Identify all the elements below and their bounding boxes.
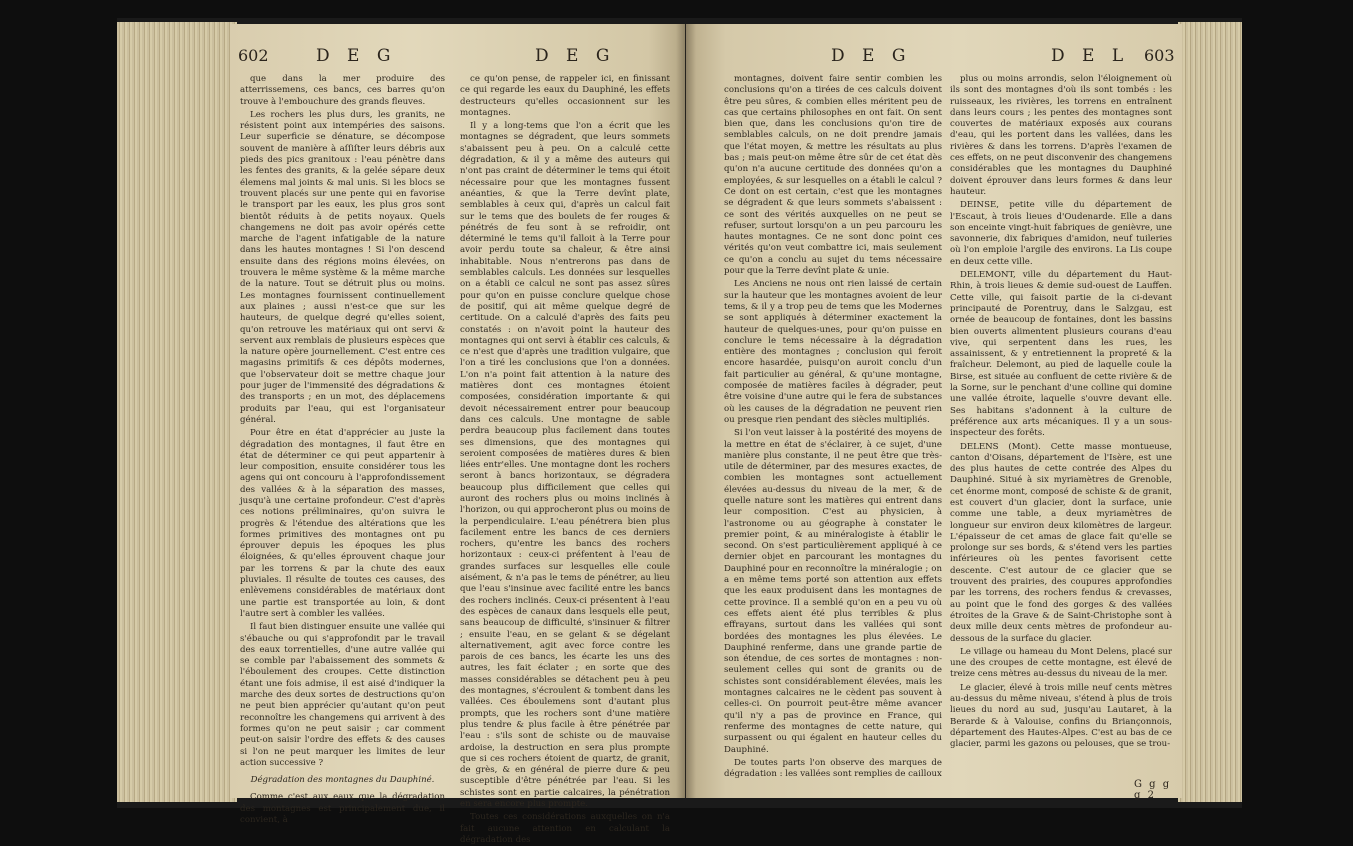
paragraph: Le village ou hameau du Mont Delens, placé sur une des croupes de cette montagne, est élevé de treize cens mètres au-dessus du niveau de la mer. bbox=[950, 646, 1172, 680]
paragraph: Les rochers les plus durs, les granits, ne résistent point aux intempéries des saisons. Leur superficie se dénature, se décompose souvent de manière à aſſiſter leurs débris aux pieds des pics granitoux : l'eau pénètre dans les fentes des granits, & la gelée sépare deux élemens mal joints & mal unis. Si les blocs se trouvent placés sur une pente qui en favorise le transport par les eaux, les plus gros sont bientôt réduits à de petits noyaux. Quels changemens ne doit pas avoir opérés cette marche de l'agent infatigable de la nature dans les hautes montagnes ! Si l'on descend ensuite dans des régions moins élevées, on trouvera le même système & la même marche de la nature. Tout se détruit plus ou moins. Les montagnes fournissent continuellement aux plaines ; aussi n'est-ce que sur les hauteurs, de quelque degré qu'elles soient, qu'on retrouve les matériaux qui ont servi & servent aux remblais de plusieurs espèces que la nature opère journellement. C'est entre ces magasins primitifs & ces dépôts modernes, que l'observateur doit se mettre chaque jour pour juger de l'immensité des dégradations & des transports ; en un mot, des déplacemens produits par l'eau, qui est l'organisateur général. bbox=[240, 109, 445, 425]
paragraph: Pour être en état d'apprécier au juste la dégradation des montagnes, il faut être en état de déterminer ce qui peut appartenir à leur composition, ensuite considérer tous les agens qui ont concouru à l'approfondissement des vallées & à la séparation des masses, jusqu'à une certaine profondeur. C'est d'après ces notions préliminaires, qu'on suivra le progrès & l'étendue des altérations que les formes primitives des montagnes ont pu éprouver depuis les époques les plus éloignées, & qu'elles éprouvent chaque jour par les torrens & par la chute des eaux pluviales. Il résulte de toutes ces causes, des enlèvemens considérables de matériaux dont une partie est transportée au loin, & dont l'autre sert à combler les vallées. bbox=[240, 428, 445, 619]
right-page-column-1 bbox=[724, 74, 942, 789]
right-page-header-2: D E L bbox=[1051, 46, 1130, 66]
paragraph: Le glacier, élevé à trois mille neuf cents mètres au-dessus du même niveau, s'étend à plus de trois lieues du nord au sud, jusqu'au Lautaret, à la Berarde & à Valouise, confins du Briançonnois, département des Hautes-Alpes. C'est au bas de ce glacier, parmi les gazons ou pelouses, que se trou- bbox=[950, 682, 1172, 750]
paragraph: Il faut bien distinguer ensuite une vallée qui s'ébauche ou qui s'approfondit par le travail des eaux torrentielles, d'une autre vallée qui se comble par l'abaissement des sommets & l'éboulement des croupes. Cette distinction étant une fois admise, il est aisé d'indiquer la marche des deux sortes de destructions qu'on ne peut bien apprécier qu'autant qu'on peut reconnoître les changemens qui arrivent à des formes qu'on ne peut saisir ; car comment peut-on saisir l'ordre des effets & des causes si l'on ne peut marquer les limites de leur action successive ? bbox=[240, 622, 445, 768]
entry-delens: DELENS (Mont). Cette masse montueuse, canton d'Oisans, département de l'Isère, est une des plus hautes de cette contrée des Alpes du Dauphiné. Situé à six myriamètres de Grenoble, cet énorme mont, composé de schiste & de granit, est couvert d'un glacier, dont la surface, unie comme une table, a deux myriamètres de longueur sur environ deux kilomètres de largeur. L'épaisseur de cet amas de glace fait qu'elle se prolonge sur ses bords, & s'étend vers les parties inférieures où les pentes favorisent cette descente. C'est autour de ce glacier que se trouvent des prairies, des coupures approfondies par les torrens, des rochers fendus & crevasses, au point que le fond des gorges & des vallées étroites de la Grave & de Saint-Christophe sont à deux mille deux cents mètres de profondeur au-dessous de la surface du glacier. bbox=[950, 441, 1172, 644]
paragraph: De toutes parts l'on observe des marques de dégradation : les vallées sont remplies de cailloux bbox=[724, 757, 942, 780]
paragraph: Toutes ces considérations auxquelles on n'a fait aucune attention en calculant la dégradation des bbox=[460, 812, 670, 845]
paragraph: que dans la mer produire des atterrissemens, ces bancs, ces barres qu'on trouve à l'embouchure des grands fleuves. bbox=[240, 74, 445, 107]
left-page-edges bbox=[117, 22, 237, 802]
section-title: Dégradation des montagnes du Dauphiné. bbox=[250, 775, 435, 786]
paragraph: plus ou moins arrondis, selon l'éloignement où ils sont des montagnes d'où ils sont tombés : les ruisseaux, les rivières, les torrens en entraînent dans leurs cours ; les pentes des montagnes sont couvertes de matériaux exposés aux courans d'eau, qui les portent dans les vallées, dans les rivières & dans les torrens. D'après l'examen de ces effets, on ne peut disconvenir des changemens considérables que les montagnes du Dauphiné doivent éprouver dans leurs formes & dans leur hauteur. bbox=[950, 74, 1172, 197]
left-page-header-1: D E G bbox=[316, 46, 397, 66]
paragraph: Comme c'est aux eaux que la dégradation des montagnes est principalement due, il convient, à bbox=[240, 792, 445, 825]
paragraph: ce qu'on pense, de rappeler ici, en finissant ce qui regarde les eaux du Dauphiné, les effets destructeurs qu'elles occasionnent sur les montagnes. bbox=[460, 74, 670, 118]
right-page-edges bbox=[1178, 22, 1242, 802]
right-page-number: 603 bbox=[1144, 46, 1175, 65]
paragraph: Les Anciens ne nous ont rien laissé de certain sur la hauteur que les montagnes avoient de leur tems, & il y a trop peu de tems que les Modernes se sont appliqués à déterminer exactement la hauteur de quelques-unes, pour qu'on puisse en conclure le tems nécessaire à la dégradation entière des montagnes ; conclusion qui feroit encore hasardée, puisqu'on auroit conclu d'un fait particulier au général, & qu'une montagne, composée de matières faciles à dégrader, peut être voisine d'une autre qui le fera de substances où les causes de la dégradation ne peuvent rien ou presque rien pendant des siècles multipliés. bbox=[724, 279, 942, 425]
left-page bbox=[230, 24, 685, 845]
entry-delemont: DELEMONT, ville du département du Haut-Rhin, à trois lieues & demie sud-ouest de Lauffen. Cette ville, qui faisoit partie de la ci-devant principauté de Porentruy, dans le Salzgau, est ornée de beaucoup de fontaines, dont les bassins bien ouverts alimentent plusieurs courans d'eau vive, qui serpentent dans les rues, les assainissent, & y entretiennent la propreté & la fraîcheur. Delemont, au pied de laquelle coule la Birse, est située au confluent de cette rivière & de la Sorne, sur le penchant d'une colline qui domine une vallée étroite, laquelle s'ouvre devant elle. Ses habitans s'adonnent à la culture de préférence aux arts mécaniques. Il y a un sous-inspecteur des forêts. bbox=[950, 270, 1172, 439]
entry-deinse: DEINSE, petite ville du département de l'Escaut, à trois lieues d'Oudenarde. Elle a dans son enceinte vingt-huit fabriques de genièvre, une savonnerie, dix fabriques d'amidon, neuf tuileries où l'on emploie l'argile des environs. La Lis coupe en deux cette ville. bbox=[950, 200, 1172, 267]
right-page-header-1: D E G bbox=[831, 46, 912, 66]
left-page-number: 602 bbox=[238, 46, 269, 65]
left-page-column-2 bbox=[460, 74, 670, 845]
right-page-column-2 bbox=[950, 74, 1172, 774]
paragraph: Si l'on veut laisser à la postérité des moyens de la mettre en état de s'éclairer, à ce sujet, d'une manière plus constante, il ne peut être que très-utile de déterminer, par des mesures exactes, de combien les montagnes sont actuellement élevées au-dessus du niveau de la mer, & de quelle nature sont les matières qui entrent dans leur composition. C'est au physicien, à l'astronome ou au géographe à constater le premier point, & au minéralogiste à établir le second. On s'est particulièrement appliqué à ce dernier objet en parcourant les montagnes du Dauphiné pour en reconnoître la minéralogie ; on a en même tems porté son attention aux effets que les eaux produisent dans les montagnes de cette province. Il a semblé qu'on en a peu vu où ces effets aient été plus terribles & plus effrayans, surtout dans les vallées qui sont bordées des montagnes les plus élevées. Le Dauphiné renferme, dans une grande partie de son étendue, de ces sortes de montagnes : non-seulement celles qui sont de granits ou de schistes sont considérablement élevées, mais les montagnes calcaires ne le cèdent pas souvent à celles-ci. On pourroit peut-être même avancer qu'il n'y a pas de province en France, qui renferme des montagnes de cette nature, qui surpassent ou qui égalent en hauteur celles du Dauphiné. bbox=[724, 428, 942, 755]
left-page-header-2: D E G bbox=[535, 46, 616, 66]
right-page bbox=[686, 24, 1182, 801]
signature-mark: G g g g 2 bbox=[1134, 779, 1172, 801]
paragraph: Il y a long-tems que l'on a écrit que les montagnes se dégradent, que leurs sommets s'abaissent peu à peu. On a calculé cette dégradation, & il y a même des auteurs qui n'ont pas craint de déterminer le tems qui étoit nécessaire pour que les montagnes fussent anéanties, & que la Terre devînt plate, semblables à ceux qui, d'après un calcul fait sur le tems que des boulets de fer rouges & pénétrés de feu sont à se refroidir, ont déterminé le tems qu'il falloit à la Terre pour avoir perdu toute sa chaleur, & être ainsi inhabitable. Nous n'entrerons pas dans de semblables calculs. Les données sur lesquelles on a établi ce calcul ne sont pas assez sûres pour qu'on en puisse conclure quelque chose de positif, qui ait même quelque degré de certitude. On a calculé d'après des faits peu constatés : on n'avoit point la hauteur des montagnes qui ont servi à établir ces calculs, & ce n'est que d'après une tradition vulgaire, que l'on a tiré les conclusions que l'on a données. L'on n'a point fait attention à la nature des matières dont ces montagnes étoient composées, considération importante & qui devoit nécessairement entrer pour beaucoup dans ces calculs. Une montagne de sable perdra beaucoup plus facilement dans toutes ses dimensions, que des montagnes qui seroient composées de matières dures & bien liées entr'elles. Une montagne dont les rochers seront à bancs horizontaux, se dégradera beaucoup plus difficilement que celles qui auront des rochers plus ou moins inclinés à l'horizon, ou qui approcheront plus ou moins de la perpendiculaire. L'eau pénétrera bien plus facilement entre les bancs de ces derniers rochers, qu'entre les bancs des rochers horizontaux : ceux-ci préfentent à l'eau de grandes surfaces sur lesquelles elle coule aisément, & n'a pas le tems de pénétrer, au lieu que l'eau s'insinue avec facilité entre les bancs des rochers inclinés. Ceux-ci présentent à l'eau des espèces de canaux dans lesquels elle peut, sans beaucoup de difficulté, s'insinuer & filtrer ; ensuite l'eau, en se gelant & se dégelant alternativement, agit avec force contre les parois de ces bancs, les écarte les uns des autres, les fait éclater ; en sorte que des masses considérables se détachent peu à peu des montagnes, s'écroulent & tombent dans les vallées. Ces éboulemens sont d'autant plus prompts, que les rochers sont d'une matière plus tendre & plus facile à être pénétrée par l'eau : s'ils sont de schiste ou de mauvaise ardoise, la destruction en sera plus prompte que si ces rochers étoient de quartz, de granit, de grès, & en général de pierre dure & peu susceptible d'être pénétrée par l'eau. Si les schistes sont en partie calcaires, la pénétration en sera encore plus prompte. bbox=[460, 121, 670, 809]
left-page-column-1 bbox=[240, 74, 445, 825]
book-gutter bbox=[676, 24, 696, 798]
paragraph: montagnes, doivent faire sentir combien les conclusions qu'on a tirées de ces calculs doivent être peu sûres, & combien elles méritent peu de cas que certains philosophes en ont fait. On sent bien que, dans les conclusions qu'on tire de semblables calculs, on ne doit prendre jamais que l'état moyen, & mettre les résultats au plus bas ; mais peut-on même être sûr de cet état dès qu'on n'a aucune certitude des données qu'on a employées, & sur lesquelles on a établi le calcul ? Ce dont on est certain, c'est que les montagnes se dégradent & que leurs sommets s'abaissent : ce sont des vérités auxquelles on ne peut se refuser, surtout lorsqu'on a un peu parcouru les hautes montagnes. Ce ne sont donc point ces vérités qu'on veut combattre ici, mais seulement ce qu'on a conclu au sujet du tems nécessaire pour que la Terre devînt plate & unie. bbox=[724, 74, 942, 277]
